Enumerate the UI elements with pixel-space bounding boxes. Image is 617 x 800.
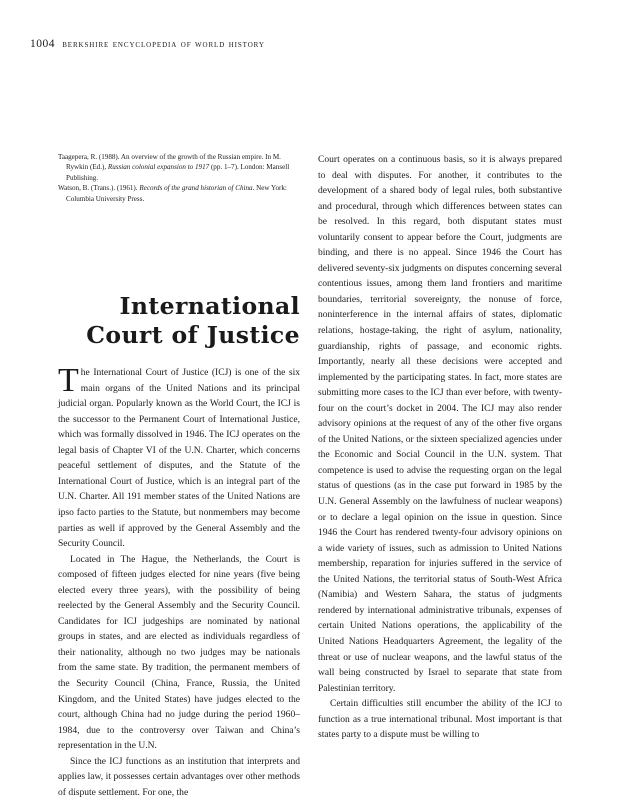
article-title [58,292,300,350]
left-column [58,152,300,800]
article-paragraph-2: Located in The Hague, the Netherlands, the Court is composed of fifteen judges elected for nine years (five being elected every three years), with the possibility of being reelected by the General Assembly and the Security Council. Candidates for ICJ judgeships are nominated by national groups in states, and are elected as individuals regardless of their nationality, although no two judges may be nationals from the same state. By tradition, the permanent members of the Security Council (China, France, Russia, the United Kingdom, and the United States) have judges elected to the court, although China had no judge during the period 1960–1984, due to the controversy over Taiwan and China’s representation in the U.N. [58,553,300,752]
page-number: 1004 [30,38,55,50]
article-paragraph-3-start: Since the ICJ functions as an institution that interprets and applies law, it possesses certain advantages over other methods of dispute settlement. For one, the [58,755,300,798]
article-paragraph-4: Certain difficulties still encumber the ability of the ICJ to function as a true international tribunal. Most important is that states party to a dispute must be willing to [318,698,562,741]
article-title-line-1: International [119,292,300,321]
reference-text: Watson, B. (Trans.). (1961). [58,184,140,193]
article-paragraph-3-continued: Court operates on a continuous basis, so it is always prepared to deal with disputes. For another, it contributes to the development of a shared body of legal rules, both substantive and procedural, through which differences between states can be resolved. In this regard, both disputant states must voluntarily consent to appear before the Court, judgments are binding, and there is no appeal. Since 1946 the Court has delivered seventy-six judgments on disputes concerning several contentious issues, among them land frontiers and maritime boundaries, territorial sovereignty, the nonuse of force, noninterference in the internal affairs of states, diplomatic relations, hostage-taking, the right of asylum, nationality, guardianship, rights of passage, and economic rights. Importantly, nearly all these decisions were accepted and implemented by the participating states. In fact, more states are submitting more cases to the ICJ than ever before, with twenty-four on the court’s docket in 2004. The ICJ may also render advisory opinions at the request of any of the other five organs of the United Nations, or the sixteen specialized agencies under the Economic and Social Council in the U.N. system. That competence is used to advise the requesting organ on the legal status of questions (as in the case put forward in 1985 by the U.N. General Assembly on the lawfulness of nuclear weapons) or to declare a legal opinion on the issue in question. Since 1946 the Court has rendered twenty-four advisory opinions on a wide variety of issues, such as admission to United Nations membership, reparation for injuries suffered in the service of the United Nations, the territorial status of South-West Africa (Namibia) and Western Sahara, the status of judgments rendered by international administrative tribunals, expenses of certain United Nations operations, the applicability of the United Nations Headquarters Agreement, the legality of the threat or use of nuclear weapons, and the lawful status of the wall being constructed by Israel to separate that state from Palestinian territory. [318,154,562,694]
reference-text: . New York: Columbia University Press. [66,184,287,203]
drop-cap: T [58,362,79,400]
reference-title: Russian colonial expansion to 1917 [107,163,210,172]
running-head [30,38,590,50]
reference-title: Records of the grand historian of China [139,184,253,193]
reference-entry [58,152,300,183]
paragraph-1-text: he International Court of Justice (ICJ) is one of the six main organs of the United Nations and its principal judicial organ. Popularly known as the World Court, the ICJ is the successor to the Permanent Court of International Justice, which was formally dissolved in 1946. The ICJ operates on the legal basis of Chapter VI of the U.N. Charter, which concerns peaceful settlement of disputes, and the Statute of the International Court of Justice, which is an integral part of the U.N. Charter. All 191 member states of the United Nations are ipso facto parties to the Statute, but nonmembers may become parties as well if approved by the General Assembly and the Security Council. [58,367,300,550]
reference-text: (pp. 1–7). London: Mansell Publishing. [66,163,290,182]
right-column [318,152,562,743]
reference-entry [58,183,300,204]
reference-text: Taagepera, R. (1988). An overview of the growth of the Russian empire. In M. Rywkin (Ed.), [58,153,281,172]
article-paragraph-1 [58,362,300,552]
book-title: berkshire encyclopedia of world history [62,39,265,50]
article-title-line-2: Court of Justice [86,321,300,350]
